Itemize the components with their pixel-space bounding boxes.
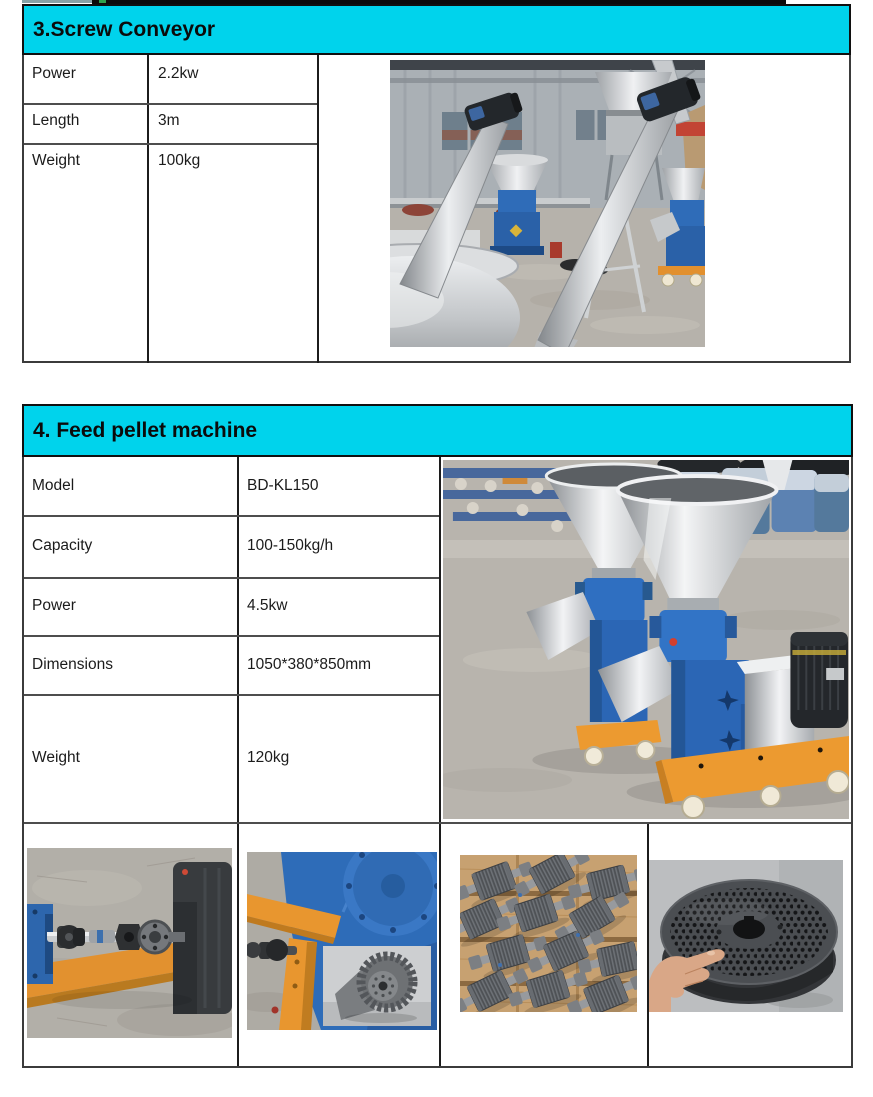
table-border-line <box>24 822 851 824</box>
press-roller-shells-pile-photo <box>460 855 637 1012</box>
feed-pellet-machines-pair-photo <box>443 460 849 819</box>
spec-label-model: Model <box>32 477 75 495</box>
spec-value-weight-s4: 120kg <box>247 749 290 767</box>
table-border-line <box>24 577 439 579</box>
spec-label-dimensions: Dimensions <box>32 655 113 673</box>
table-border-line <box>439 457 441 1066</box>
spec-label-weight-s4: Weight <box>32 749 80 767</box>
table-border-line <box>237 457 239 1066</box>
spec-value-power-s4: 4.5kw <box>247 597 288 615</box>
spec-value-model: BD-KL150 <box>247 477 319 495</box>
section-4-header <box>22 404 853 457</box>
spec-value-weight-s3: 100kg <box>158 152 201 169</box>
section-4-title: 4. Feed pellet machine <box>33 418 258 442</box>
screw-conveyor-workshop-photo <box>390 60 705 347</box>
spec-value-length: 3m <box>158 112 180 129</box>
universal-joint-drive-shaft-photo <box>27 848 232 1038</box>
spec-label-weight-s3: Weight <box>32 152 80 169</box>
spec-label-power-s3: Power <box>32 65 76 82</box>
flat-die-disc-held-by-hand-photo <box>649 860 843 1012</box>
gearbox-with-bevel-gear-inset-photo <box>247 852 437 1030</box>
section-3-header <box>22 4 851 55</box>
table-border-line <box>147 55 149 363</box>
table-border-line <box>24 103 317 105</box>
spec-value-power-s3: 2.2kw <box>158 65 199 82</box>
spec-label-power-s4: Power <box>32 597 76 615</box>
spec-label-length: Length <box>32 112 80 129</box>
table-border-line <box>24 143 317 145</box>
top-edge-green-mark <box>99 0 106 3</box>
top-edge-gray-artifact <box>22 0 92 3</box>
spec-value-capacity: 100-150kg/h <box>247 537 334 555</box>
table-border-line <box>317 55 319 363</box>
table-border-line <box>24 694 439 696</box>
spec-value-dimensions: 1050*380*850mm <box>247 655 372 673</box>
spec-label-capacity: Capacity <box>32 537 93 555</box>
section-3-title: 3.Screw Conveyor <box>33 17 216 41</box>
